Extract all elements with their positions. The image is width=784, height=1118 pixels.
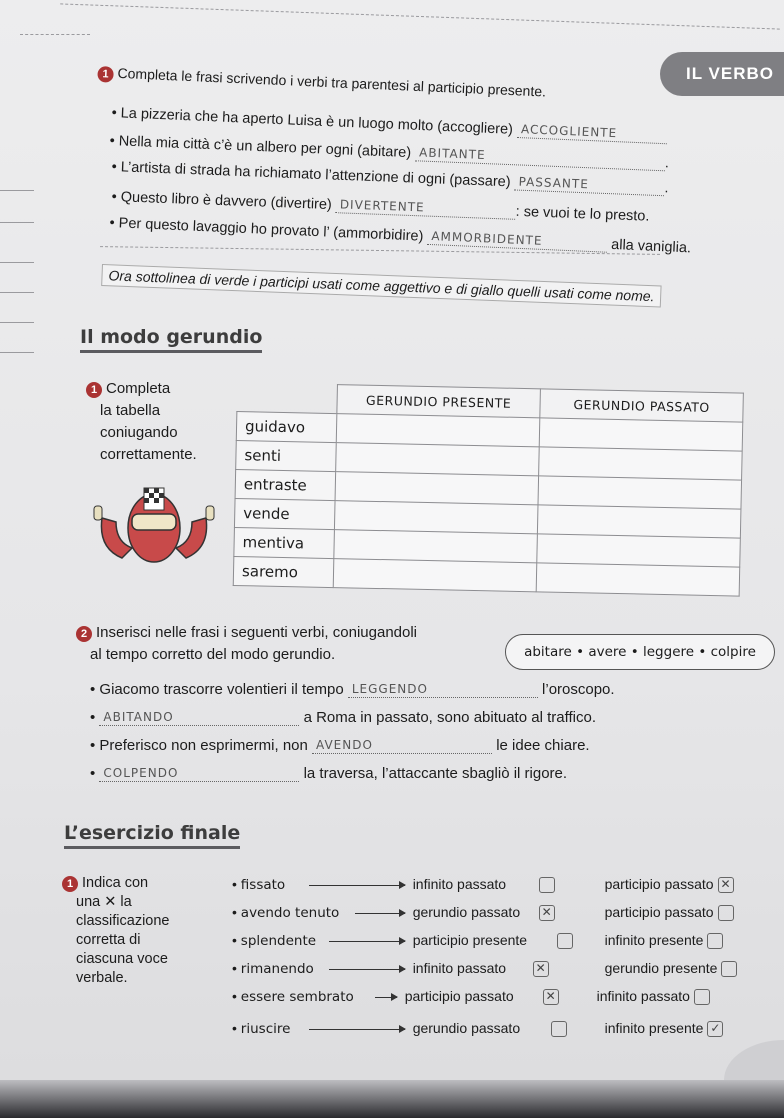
classify-row: • riuscire gerundio passato infinito presente ✓ xyxy=(232,1020,723,1037)
exercise-number-badge: 1 xyxy=(62,876,78,892)
table-instruction: 1 Completa la tabella coniugando correttamente. xyxy=(86,378,197,466)
word-bank: abitare • avere • leggere • colpire xyxy=(505,634,775,670)
answer-cell[interactable] xyxy=(334,501,538,534)
insert-sentence-1: • Giacomo trascorre volentieri il tempo LEGGENDO l’oroscopo. xyxy=(90,681,615,698)
answer-cell[interactable] xyxy=(334,530,538,563)
checkbox[interactable] xyxy=(539,877,555,893)
participio-sentence-2: • Nella mia città c’è un albero per ogni (abitare) ABITANTE . xyxy=(109,132,670,172)
top-dashed-line xyxy=(60,3,780,29)
participio-sentence-3: • L’artista di strada ha richiamato l’attenzione di ogni (passare) PASSANTE . xyxy=(111,158,669,197)
insert-sentence-3: • Preferisco non esprimermi, non AVENDO le idee chiare. xyxy=(90,737,590,754)
checkbox[interactable]: ✕ xyxy=(539,905,555,921)
exercise-number-badge: 1 xyxy=(86,382,102,398)
checkbox[interactable] xyxy=(557,933,573,949)
exercise-number-badge: 2 xyxy=(76,626,92,642)
helmet-mascot-illustration xyxy=(92,478,216,574)
column-header-gerundio-presente: GERUNDIO PRESENTE xyxy=(337,385,541,418)
classify-instruction: 1 Indica con una ✕ la classificazione corretta di ciascuna voce verbale. xyxy=(62,874,170,988)
classify-row: • rimanendo infinito passato ✕ gerundio presente xyxy=(232,960,737,977)
participio-sentence-4: • Questo libro è davvero (divertire) DIVERTENTE : se vuoi te lo presto. xyxy=(111,188,650,225)
table-row: entraste xyxy=(235,469,741,509)
checkbox[interactable] xyxy=(721,961,737,977)
insert-sentence-4: • COLPENDO la traversa, l’attaccante sbagliò il rigore. xyxy=(90,765,568,782)
corner-dashed-line xyxy=(20,34,90,35)
checkbox[interactable]: ✕ xyxy=(533,961,549,977)
chapter-tag: IL VERBO xyxy=(660,52,784,96)
classify-row: • avendo tenuto gerundio passato ✕ participio passato xyxy=(232,904,734,921)
answer-cell[interactable] xyxy=(538,476,742,509)
answer-blank[interactable]: DIVERTENTE xyxy=(336,196,517,220)
insert-sentence-2: • ABITANDO a Roma in passato, sono abituato al traffico. xyxy=(90,709,596,726)
answer-cell[interactable] xyxy=(539,418,743,451)
classify-row: • fissato infinito passato participio passato ✕ xyxy=(232,876,734,893)
answer-blank[interactable]: ABITANDO xyxy=(99,708,299,726)
table-row: mentiva xyxy=(234,527,740,567)
checkbox[interactable] xyxy=(707,933,723,949)
participio-sentence-1: • La pizzeria che ha aperto Luisa è un luogo molto (accogliere) ACCOGLIENTE xyxy=(111,104,667,144)
exercise-number-badge: 1 xyxy=(97,66,114,83)
column-header-gerundio-passato: GERUNDIO PASSATO xyxy=(540,389,744,422)
page-curl xyxy=(724,1040,784,1080)
answer-cell[interactable] xyxy=(536,563,740,596)
table-row: senti xyxy=(236,440,742,480)
answer-cell[interactable] xyxy=(336,414,540,447)
classify-row: • splendente participio presente infinito presente xyxy=(232,932,723,949)
checkbox[interactable] xyxy=(551,1021,567,1037)
answer-cell[interactable] xyxy=(333,559,537,592)
insert-instruction: 2 Inserisci nelle frasi i seguenti verbi, coniugandoli al tempo corretto del modo gerundio. xyxy=(76,622,417,666)
answer-blank[interactable]: ABITANTE xyxy=(415,144,665,171)
checkbox[interactable]: ✕ xyxy=(718,877,734,893)
table-row: vende xyxy=(234,498,740,538)
checkbox[interactable]: ✕ xyxy=(543,989,559,1005)
participio-instruction: 1 Completa le frasi scrivendo i verbi tra parentesi al participio presente. xyxy=(97,64,546,102)
section-title-final: L’esercizio finale xyxy=(64,822,240,849)
classify-row: • essere sembrato participio passato ✕ infinito passato xyxy=(232,988,710,1005)
answer-cell[interactable] xyxy=(335,472,539,505)
table-row: saremo xyxy=(233,556,739,596)
answer-blank[interactable]: COLPENDO xyxy=(99,764,299,782)
participio-sentence-5: • Per questo lavaggio ho provato l’ (ammorbidire) AMMORBIDENTE alla vaniglia. xyxy=(109,214,692,257)
underline-instruction: Ora sottolinea di verde i participi usati come aggettivo e di giallo quelli usati come nome. xyxy=(101,264,662,307)
answer-cell[interactable] xyxy=(537,505,741,538)
answer-blank[interactable]: AMMORBIDENTE xyxy=(427,228,608,253)
checkbox[interactable] xyxy=(694,989,710,1005)
gerundio-table xyxy=(233,382,744,597)
checkbox[interactable]: ✓ xyxy=(707,1021,723,1037)
answer-cell[interactable] xyxy=(336,443,540,476)
table-row: guidavo xyxy=(236,412,742,452)
section-title-gerundio: Il modo gerundio xyxy=(80,326,262,353)
answer-blank[interactable]: LEGGENDO xyxy=(348,680,538,698)
answer-blank[interactable]: ACCOGLIENTE xyxy=(517,121,668,144)
answer-blank[interactable]: AVENDO xyxy=(312,736,492,754)
page-bottom-shadow xyxy=(0,1080,784,1118)
answer-cell[interactable] xyxy=(539,447,743,480)
answer-blank[interactable]: PASSANTE xyxy=(514,173,665,196)
answer-cell[interactable] xyxy=(537,534,741,567)
checkbox[interactable] xyxy=(718,905,734,921)
